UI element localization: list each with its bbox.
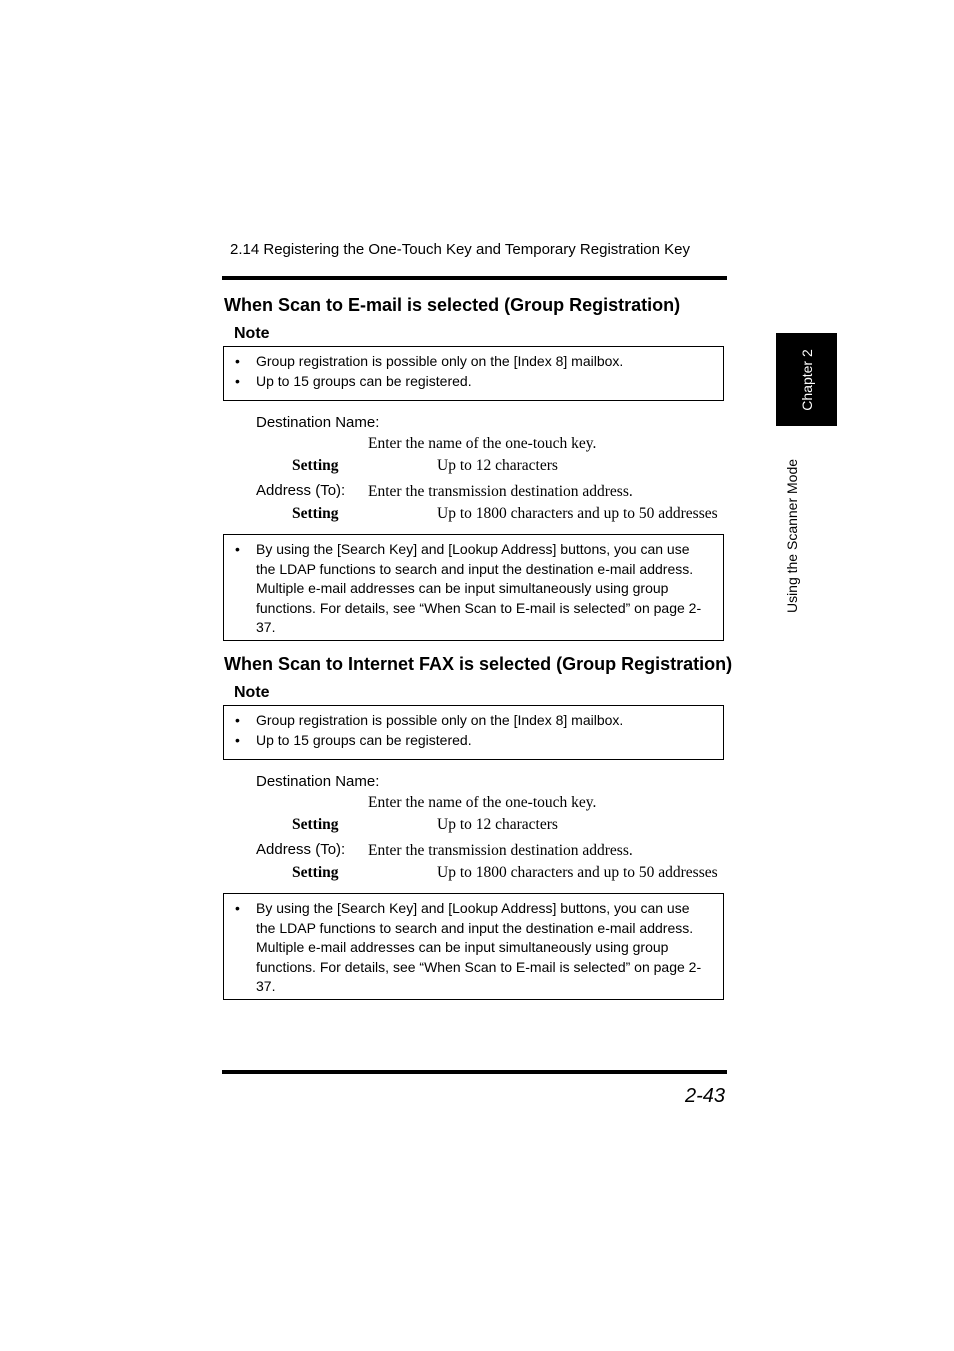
note-item: • Group registration is possible only on the [Index 8] mailbox. xyxy=(224,711,723,731)
setting-label: Setting xyxy=(292,457,339,474)
destination-name-label: Destination Name: xyxy=(256,773,380,790)
setting-label: Setting xyxy=(292,816,339,833)
chapter-tab xyxy=(776,333,837,426)
note-item: • Up to 15 groups can be registered. xyxy=(224,372,723,392)
section-side-label: Using the Scanner Mode xyxy=(784,458,800,614)
destination-name-desc: Enter the name of the one-touch key. xyxy=(368,435,597,452)
address-setting-value: Up to 1800 characters and up to 50 addresses xyxy=(437,864,718,881)
address-to-label: Address (To): xyxy=(256,482,346,499)
chapter-tab-label: Chapter 2 xyxy=(798,348,815,411)
section-heading: When Scan to Internet FAX is selected (Group Registration) xyxy=(224,654,733,674)
info-box xyxy=(223,534,724,641)
section-heading: When Scan to E-mail is selected (Group Registration) xyxy=(224,295,681,315)
info-box xyxy=(223,893,724,1000)
running-head: 2.14 Registering the One-Touch Key and Temporary Registration Key xyxy=(230,241,690,258)
address-to-desc: Enter the transmission destination address. xyxy=(368,483,633,500)
info-item: • By using the [Search Key] and [Lookup Address] buttons, you can use the LDAP functions to search and input the destination e-mail address. Multiple e-mail addresses can be input simultaneously using group functions. For details, see “When Scan to E-mail is selected” on page 2-37. xyxy=(224,540,723,638)
destination-setting-value: Up to 12 characters xyxy=(437,816,558,833)
address-to-desc: Enter the transmission destination address. xyxy=(368,842,633,859)
info-item: • By using the [Search Key] and [Lookup Address] buttons, you can use the LDAP functions to search and input the destination e-mail address. Multiple e-mail addresses can be input simultaneously using group functions. For details, see “When Scan to E-mail is selected” on page 2-37. xyxy=(224,899,723,997)
page-number: 2-43 xyxy=(684,1085,725,1107)
destination-setting-value: Up to 12 characters xyxy=(437,457,558,474)
destination-name-desc: Enter the name of the one-touch key. xyxy=(368,794,597,811)
setting-label: Setting xyxy=(292,864,339,881)
note-box xyxy=(223,346,724,401)
note-box xyxy=(223,705,724,760)
address-setting-value: Up to 1800 characters and up to 50 addresses xyxy=(437,505,718,522)
setting-label: Setting xyxy=(292,505,339,522)
note-label: Note xyxy=(234,325,270,342)
note-item: • Group registration is possible only on the [Index 8] mailbox. xyxy=(224,352,723,372)
note-item: • Up to 15 groups can be registered. xyxy=(224,731,723,751)
top-rule xyxy=(222,276,727,280)
destination-name-label: Destination Name: xyxy=(256,414,380,431)
bottom-rule xyxy=(222,1070,727,1074)
note-label: Note xyxy=(234,684,270,701)
address-to-label: Address (To): xyxy=(256,841,346,858)
